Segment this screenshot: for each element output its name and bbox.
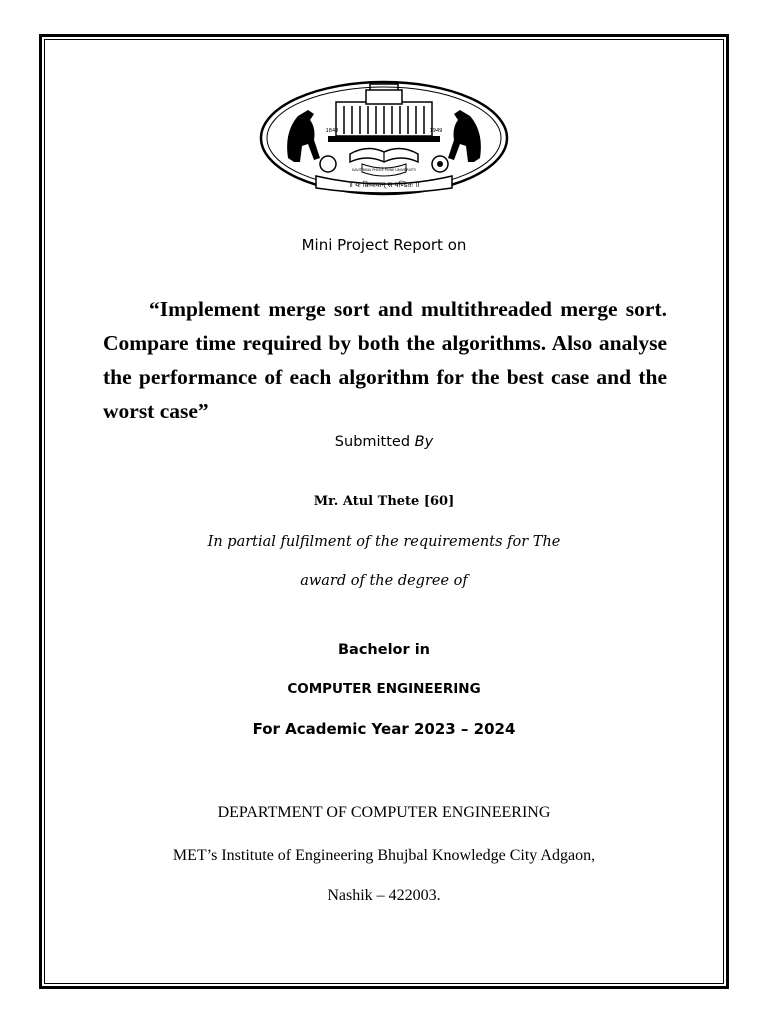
project-title: “Implement merge sort and multithreaded merge sort. Compare time required by both the algorithms. Also analyse the performance of each algorithm for the best case and the worst case”: [103, 297, 667, 423]
report-subtitle: Mini Project Report on: [301, 236, 467, 254]
partial-fulfilment-line-1: In partial fulfilment of the requirements for The: [207, 534, 561, 550]
logo-year-right: 1949: [429, 128, 443, 134]
student-name: Mr. Atul Thete [60]: [313, 494, 455, 509]
academic-year: For Academic Year 2023 – 2024: [252, 720, 516, 738]
submitted-by-line: [44, 434, 724, 450]
logo-scroll-text: SAVITRIBAI PHULE PUNE UNIVERSITY: [351, 168, 417, 172]
department-name: DEPARTMENT OF COMPUTER ENGINEERING: [217, 804, 551, 821]
degree-name: Bachelor in: [337, 642, 430, 658]
institute-city: Nashik – 422003.: [327, 887, 441, 904]
degree-branch: COMPUTER ENGINEERING: [287, 681, 481, 697]
university-emblem-logo: [258, 80, 510, 198]
logo-year-left: 1848: [325, 128, 339, 134]
partial-fulfilment-line-2: award of the degree of: [300, 573, 468, 589]
submitted-label: Submitted: [334, 434, 411, 450]
submitted-by-word: By: [414, 434, 434, 450]
logo-motto: ॥ यः क्रियावान् स पण्डितः ॥: [348, 181, 420, 189]
institute-name: MET’s Institute of Engineering Bhujbal Knowledge City Adgaon,: [172, 847, 596, 864]
